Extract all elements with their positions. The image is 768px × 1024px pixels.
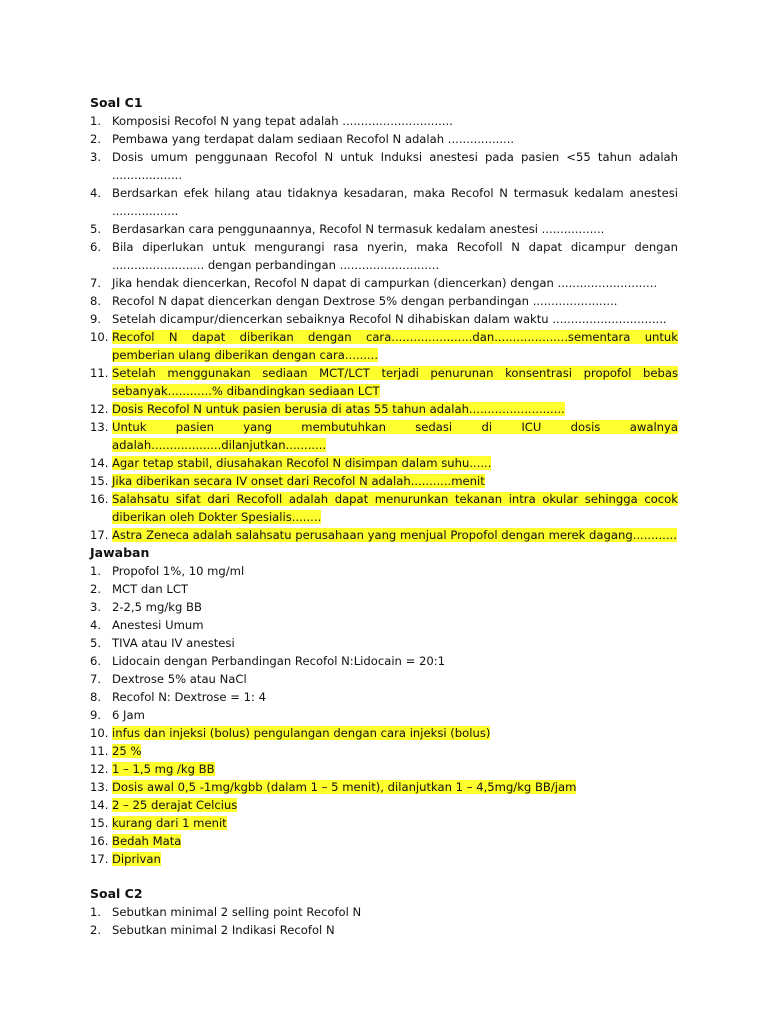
item-number: 16. xyxy=(90,492,109,506)
item-text-content: Propofol 1%, 10 mg/ml xyxy=(112,564,245,578)
soal-c1-item-13 xyxy=(90,418,678,454)
item-number: 4. xyxy=(90,186,102,200)
item-number: 14. xyxy=(90,456,109,470)
highlighted-text: 25 % xyxy=(112,744,142,758)
highlighted-text: infus dan injeksi (bolus) pengulangan dengan cara injeksi (bolus) xyxy=(112,726,491,740)
item-number: 13. xyxy=(90,420,109,434)
item-text-content: Bila diperlukan untuk mengurangi rasa nyerin, maka Recofoll N dapat dicampur dengan ......................... dengan perbandingan ........................... xyxy=(112,240,678,272)
item-text xyxy=(112,616,678,634)
item-text-content: Jika hendak diencerkan, Recofol N dapat di campurkan (diencerkan) dengan ........................... xyxy=(112,276,658,290)
soal-c1-item-5 xyxy=(90,220,678,238)
item-text-content: Berdsarkan efek hilang atau tidaknya kesadaran, maka Recofol N termasuk kedalam anestesi .................. xyxy=(112,186,678,218)
item-text xyxy=(112,292,678,310)
item-text-content: 6 Jam xyxy=(112,708,145,722)
jawaban-item-15 xyxy=(90,814,678,832)
jawaban-item-10 xyxy=(90,724,678,742)
highlighted-text: Salahsatu sifat dari Recofoll adalah dapat menurunkan tekanan intra okular sehingga cocok diberikan oleh Dokter Spesialis........ xyxy=(112,492,678,524)
item-text xyxy=(112,274,678,292)
soal-c1-item-3 xyxy=(90,148,678,184)
item-text xyxy=(112,706,678,724)
item-text xyxy=(112,220,678,238)
item-text-content: Anestesi Umum xyxy=(112,618,204,632)
highlighted-text: Astra Zeneca adalah salahsatu perusahaan yang menjual Propofol dengan merek dagang............ xyxy=(112,528,677,542)
item-number: 8. xyxy=(90,690,102,704)
soal-c1-item-15 xyxy=(90,472,678,490)
item-text xyxy=(112,850,678,868)
item-text xyxy=(112,490,678,526)
item-number: 6. xyxy=(90,654,102,668)
item-text xyxy=(112,238,678,274)
item-text-content: Dextrose 5% atau NaCl xyxy=(112,672,247,686)
item-text xyxy=(112,184,678,220)
item-text xyxy=(112,562,678,580)
highlighted-text: Agar tetap stabil, diusahakan Recofol N disimpan dalam suhu...... xyxy=(112,456,492,470)
highlighted-text: Untuk pasien yang membutuhkan sedasi di ICU dosis awalnya adalah...................dilanjutkan........... xyxy=(112,420,678,452)
item-text xyxy=(112,580,678,598)
jawaban-list xyxy=(90,562,678,868)
soal-c1-list xyxy=(90,112,678,544)
jawaban-item-9 xyxy=(90,706,678,724)
item-number: 10. xyxy=(90,726,109,740)
soal-c1-item-12 xyxy=(90,400,678,418)
item-number: 2. xyxy=(90,132,102,146)
item-text xyxy=(112,400,678,418)
item-number: 17. xyxy=(90,852,109,866)
soal-c1-item-1 xyxy=(90,112,678,130)
soal-c2-item-2 xyxy=(90,921,678,939)
soal-c1-item-10 xyxy=(90,328,678,364)
item-number: 9. xyxy=(90,708,102,722)
item-text xyxy=(112,310,678,328)
item-text xyxy=(112,742,678,760)
item-text xyxy=(112,796,678,814)
item-text xyxy=(112,130,678,148)
jawaban-item-1 xyxy=(90,562,678,580)
item-text xyxy=(112,364,678,400)
soal-c2-heading: Soal C2 xyxy=(90,886,143,901)
item-text xyxy=(112,454,678,472)
item-text xyxy=(112,724,678,742)
item-number: 9. xyxy=(90,312,102,326)
soal-c1-item-6 xyxy=(90,238,678,274)
item-text-content: Dosis umum penggunaan Recofol N untuk Induksi anestesi pada pasien <55 tahun adalah ................... xyxy=(112,150,678,182)
item-number: 13. xyxy=(90,780,109,794)
item-text xyxy=(112,921,678,939)
highlighted-text: kurang dari 1 menit xyxy=(112,816,227,830)
item-text xyxy=(112,778,678,796)
item-text xyxy=(112,652,678,670)
item-number: 15. xyxy=(90,474,109,488)
item-text-content: Sebutkan minimal 2 selling point Recofol N xyxy=(112,905,362,919)
item-text xyxy=(112,418,678,454)
item-text-content: Berdasarkan cara penggunaannya, Recofol N termasuk kedalam anestesi ................. xyxy=(112,222,605,236)
item-number: 1. xyxy=(90,905,102,919)
jawaban-item-16 xyxy=(90,832,678,850)
jawaban-item-14 xyxy=(90,796,678,814)
item-number: 12. xyxy=(90,402,109,416)
item-text xyxy=(112,472,678,490)
jawaban-item-11 xyxy=(90,742,678,760)
highlighted-text: Recofol N dapat diberikan dengan cara......................dan....................sementara untuk pemberian ulang diberikan dengan cara......... xyxy=(112,330,678,362)
item-text-content: Pembawa yang terdapat dalam sediaan Recofol N adalah .................. xyxy=(112,132,515,146)
item-number: 7. xyxy=(90,276,102,290)
item-number: 1. xyxy=(90,114,102,128)
item-number: 8. xyxy=(90,294,102,308)
item-text-content: Sebutkan minimal 2 Indikasi Recofol N xyxy=(112,923,335,937)
highlighted-text: Dosis awal 0,5 -1mg/kgbb (dalam 1 – 5 menit), dilanjutkan 1 – 4,5mg/kg BB/jam xyxy=(112,780,577,794)
item-text xyxy=(112,814,678,832)
item-number: 5. xyxy=(90,636,102,650)
item-text xyxy=(112,148,678,184)
jawaban-item-17 xyxy=(90,850,678,868)
item-number: 11. xyxy=(90,366,109,380)
item-number: 1. xyxy=(90,564,102,578)
item-number: 3. xyxy=(90,150,102,164)
item-text xyxy=(112,526,678,544)
soal-c2-list xyxy=(90,903,678,939)
jawaban-heading: Jawaban xyxy=(90,545,150,560)
jawaban-item-7 xyxy=(90,670,678,688)
jawaban-item-5 xyxy=(90,634,678,652)
item-number: 16. xyxy=(90,834,109,848)
item-number: 11. xyxy=(90,744,109,758)
item-text xyxy=(112,598,678,616)
soal-c1-item-2 xyxy=(90,130,678,148)
item-text-content: TIVA atau IV anestesi xyxy=(112,636,235,650)
item-number: 4. xyxy=(90,618,102,632)
soal-c1-item-11 xyxy=(90,364,678,400)
soal-c1-item-4 xyxy=(90,184,678,220)
jawaban-item-4 xyxy=(90,616,678,634)
item-number: 6. xyxy=(90,240,102,254)
item-text xyxy=(112,688,678,706)
soal-c1-item-14 xyxy=(90,454,678,472)
highlighted-text: Diprivan xyxy=(112,852,161,866)
item-text-content: Recofol N: Dextrose = 1: 4 xyxy=(112,690,266,704)
item-text-content: Recofol N dapat diencerkan dengan Dextrose 5% dengan perbandingan ....................... xyxy=(112,294,618,308)
soal-c1-item-9 xyxy=(90,310,678,328)
item-text xyxy=(112,112,678,130)
soal-c1-item-17 xyxy=(90,526,678,544)
item-number: 14. xyxy=(90,798,109,812)
jawaban-item-8 xyxy=(90,688,678,706)
item-text-content: Lidocain dengan Perbandingan Recofol N:Lidocain = 20:1 xyxy=(112,654,446,668)
soal-c1-item-8 xyxy=(90,292,678,310)
highlighted-text: Bedah Mata xyxy=(112,834,182,848)
highlighted-text: Dosis Recofol N untuk pasien berusia di atas 55 tahun adalah.......................... xyxy=(112,402,565,416)
item-text xyxy=(112,760,678,778)
highlighted-text: Setelah menggunakan sediaan MCT/LCT terjadi penurunan konsentrasi propofol bebas sebanyak............% dibandingkan sediaan LCT xyxy=(112,366,678,398)
item-text-content: 2-2,5 mg/kg BB xyxy=(112,600,202,614)
soal-c1-item-16 xyxy=(90,490,678,526)
item-number: 17. xyxy=(90,528,109,542)
item-text-content: Komposisi Recofol N yang tepat adalah .............................. xyxy=(112,114,453,128)
soal-c2-item-1 xyxy=(90,903,678,921)
jawaban-item-6 xyxy=(90,652,678,670)
item-number: 15. xyxy=(90,816,109,830)
highlighted-text: 1 – 1,5 mg /kg BB xyxy=(112,762,215,776)
item-text-content: MCT dan LCT xyxy=(112,582,188,596)
item-text xyxy=(112,903,678,921)
item-number: 3. xyxy=(90,600,102,614)
soal-c1-item-7 xyxy=(90,274,678,292)
item-text xyxy=(112,832,678,850)
item-text xyxy=(112,670,678,688)
jawaban-item-12 xyxy=(90,760,678,778)
highlighted-text: 2 – 25 derajat Celcius xyxy=(112,798,238,812)
item-number: 2. xyxy=(90,923,102,937)
section-gap xyxy=(90,868,678,885)
item-text-content: Setelah dicampur/diencerkan sebaiknya Recofol N dihabiskan dalam waktu ............................... xyxy=(112,312,667,326)
soal-c1-heading: Soal C1 xyxy=(90,95,143,110)
item-text xyxy=(112,328,678,364)
item-number: 5. xyxy=(90,222,102,236)
document-page xyxy=(90,94,678,939)
jawaban-item-3 xyxy=(90,598,678,616)
item-number: 12. xyxy=(90,762,109,776)
item-number: 10. xyxy=(90,330,109,344)
item-text xyxy=(112,634,678,652)
highlighted-text: Jika diberikan secara IV onset dari Recofol N adalah...........menit xyxy=(112,474,485,488)
jawaban-item-2 xyxy=(90,580,678,598)
item-number: 7. xyxy=(90,672,102,686)
item-number: 2. xyxy=(90,582,102,596)
jawaban-item-13 xyxy=(90,778,678,796)
